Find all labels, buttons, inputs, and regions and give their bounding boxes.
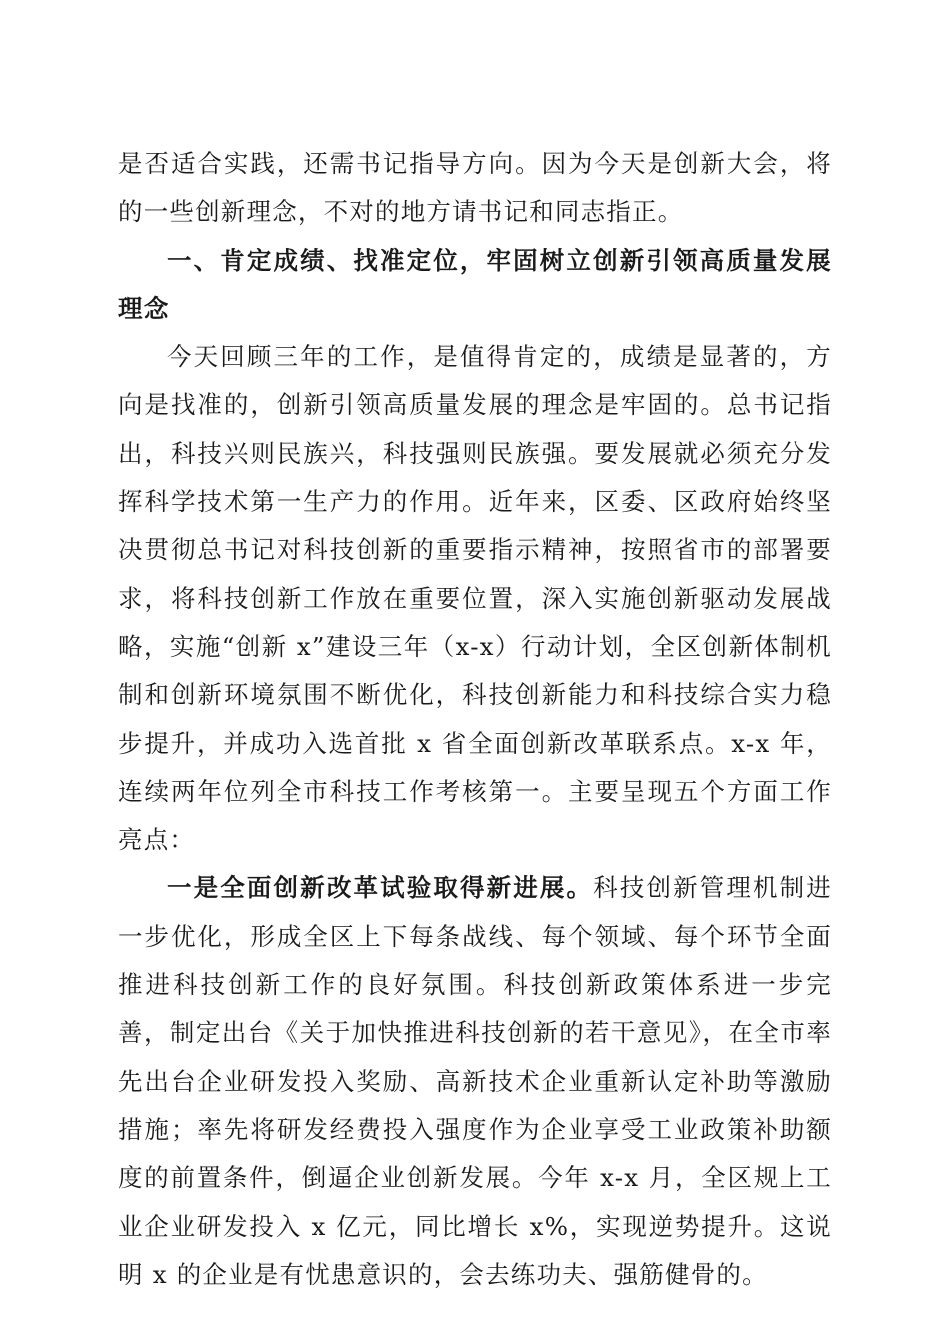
point-one-lead: 一是全面创新改革试验取得新进展。 <box>167 873 594 903</box>
point-one-paragraph <box>118 864 832 1299</box>
section-heading: 一、肯定成绩、找准定位，牢固树立创新引领高质量发展理念 <box>118 245 832 323</box>
point-one-body: 科技创新管理机制进一步优化，形成全区上下每条战线、每个领域、每个环节全面推进科技创新工作的良好氛围。科技创新政策体系进一步完善，制定出台《关于加快推进科技创新的若干意见》，在全市率先出台企业研发投入奖励、高新技术企业重新认定补助等激励措施；率先将研发经费投入强度作为企业享受工业政策补助额度的前置条件，倒逼企业创新发展。今年 x-x 月，全区规上工业企业研发投入 x 亿元，同比增长 x%，实现逆势提升。这说明 x 的企业是有忧患意识的，会去练功夫、强筋健骨的。 <box>118 873 832 1289</box>
document-page <box>118 140 832 1299</box>
intro-paragraph: 是否适合实践，还需书记指导方向。因为今天是创新大会，将的一些创新理念，不对的地方请书记和同志指正。 <box>118 149 832 227</box>
review-paragraph: 今天回顾三年的工作，是值得肯定的，成绩是显著的，方向是找准的，创新引领高质量发展的理念是牢固的。总书记指出，科技兴则民族兴，科技强则民族强。要发展就必须充分发挥科学技术第一生产力的作用。近年来，区委、区政府始终坚决贯彻总书记对科技创新的重要指示精神，按照省市的部署要求，将科技创新工作放在重要位置，深入实施创新驱动发展战略，实施“创新 x”建设三年（x-x）行动计划，全区创新体制机制和创新环境氛围不断优化，科技创新能力和科技综合实力稳步提升，并成功入选首批 x 省全面创新改革联系点。x-x 年，连续两年位列全市科技工作考核第一。主要呈现五个方面工作亮点： <box>118 342 832 855</box>
